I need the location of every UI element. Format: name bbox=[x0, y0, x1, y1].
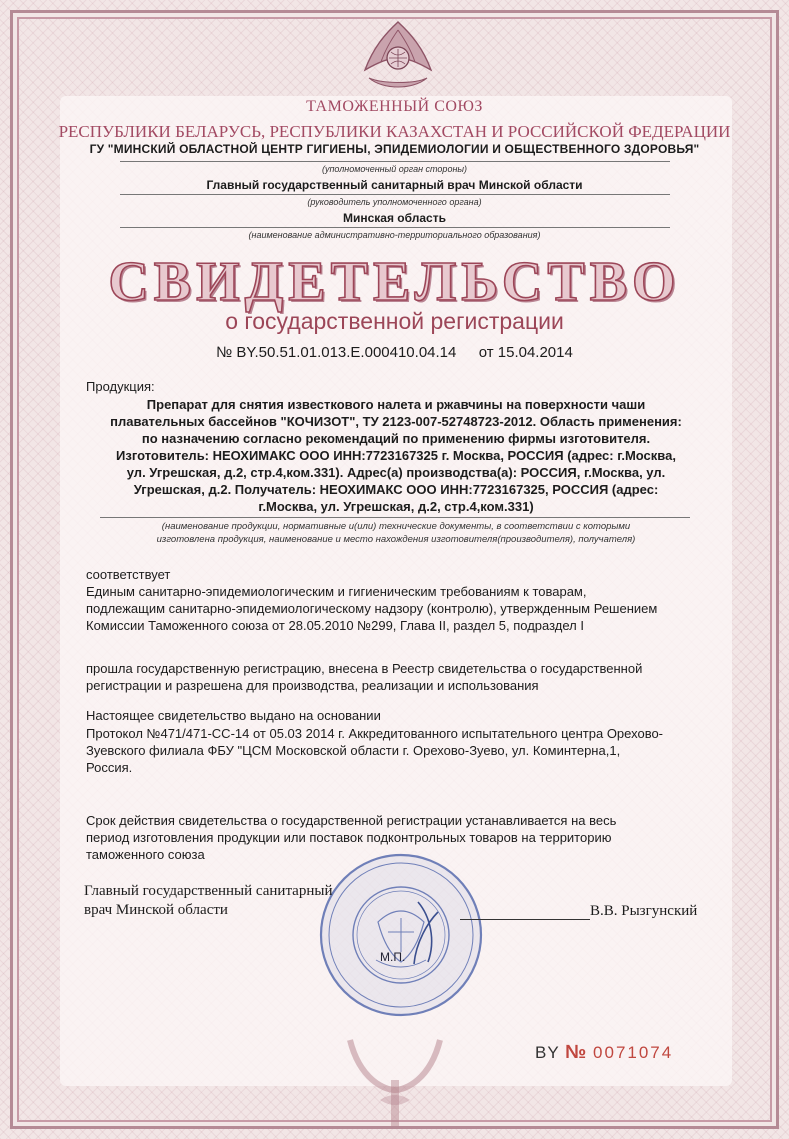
validity-line: таможенного союза bbox=[86, 847, 205, 862]
validity-line: Срок действия свидетельства о государственной регистрации устанавливается на весь bbox=[86, 813, 617, 828]
product-hint-line: изготовлена продукция, наименование и место нахождения изготовителя(производителя), получателя) bbox=[156, 534, 636, 545]
product-line: плавательных бассейнов "КОЧИЗОТ", ТУ 2123-007-52748723-2012. Область применения: bbox=[110, 414, 682, 429]
official-seal-icon bbox=[318, 852, 484, 1018]
serial-value: 0071074 bbox=[593, 1043, 674, 1062]
basis-line: Зуевского филиала ФБУ "ЦСМ Московской области г. Орехово-Зуево, ул. Коминтерна,1, bbox=[86, 743, 621, 758]
position-line: врач Минской области bbox=[84, 902, 228, 918]
basis-line: Россия. bbox=[86, 760, 133, 775]
product-label: Продукция: bbox=[86, 379, 155, 394]
customs-union-emblem-icon bbox=[355, 18, 441, 100]
registration-date: от 15.04.2014 bbox=[478, 344, 573, 361]
certificate-title: СВИДЕТЕЛЬСТВО bbox=[108, 251, 681, 313]
signatory-name: В.В. Рызгунский bbox=[590, 903, 698, 919]
position-line: Главный государственный санитарный bbox=[84, 883, 333, 899]
certificate-subtitle: о государственной регистрации bbox=[225, 308, 564, 334]
serial-prefix: BY bbox=[535, 1043, 560, 1062]
region-rule bbox=[120, 227, 670, 228]
product-rule bbox=[100, 517, 690, 518]
registered-line: регистрации и разрешена для производства, реализации и использования bbox=[86, 678, 539, 693]
basis-line: Протокол №471/471-СС-14 от 05.03 2014 г. Аккредитованного испытательного центра Орехово- bbox=[86, 726, 664, 741]
head-rule bbox=[120, 194, 670, 195]
caduceus-emblem-icon bbox=[330, 1020, 460, 1130]
product-line: по назначению согласно рекомендаций по применению фирмы изготовителя. bbox=[141, 431, 651, 446]
product-line: ул. Угрешская, д.2, стр.4,ком.331). Адрес(а) производства(а): РОССИЯ, г.Москва, ул. bbox=[126, 465, 666, 480]
conformity-text bbox=[86, 583, 657, 634]
basis-text bbox=[86, 725, 663, 776]
union-title: ТАМОЖЕННЫЙ СОЮЗ bbox=[306, 98, 483, 115]
registration-line bbox=[0, 344, 789, 361]
product-hint-line: (наименование продукции, нормативные и(или) технические документы, в соответствии с которыми bbox=[161, 521, 631, 532]
serial-number bbox=[535, 1042, 673, 1064]
product-description bbox=[86, 396, 706, 515]
product-hint bbox=[86, 520, 706, 546]
validity-line: период изготовления продукции или поставок подконтрольных товаров на территорию bbox=[86, 830, 612, 845]
conformity-line: подлежащим санитарно-эпидемиологическому надзору (контролю), утвержденным Решением bbox=[86, 601, 658, 616]
issuing-organ: ГУ "МИНСКИЙ ОБЛАСТНОЙ ЦЕНТР ГИГИЕНЫ, ЭПИДЕМИОЛОГИИ И ОБЩЕСТВЕННОГО ЗДОРОВЬЯ" bbox=[89, 142, 700, 156]
registered-line: прошла государственную регистрацию, внесена в Реестр свидетельства о государственной bbox=[86, 661, 643, 676]
region: Минская область bbox=[343, 211, 446, 225]
head-of-organ: Главный государственный санитарный врач Минской области bbox=[206, 178, 583, 192]
conformity-line: Единым санитарно-эпидемиологическим и гигиеническим требованиям к товарам, bbox=[86, 584, 587, 599]
conformity-line: Комиссии Таможенного союза от 28.05.2010 №299, Глава II, раздел 5, подраздел I bbox=[86, 618, 584, 633]
registration-number: № BY.50.51.01.013.E.000410.04.14 bbox=[216, 344, 457, 361]
product-line: г.Москва, ул. Угрешская, д.2, стр.4,ком.331) bbox=[258, 499, 534, 514]
organ-rule bbox=[120, 161, 670, 162]
basis-label: Настоящее свидетельство выдано на основании bbox=[86, 708, 381, 723]
republics-title: РЕСПУБЛИКИ БЕЛАРУСЬ, РЕСПУБЛИКИ КАЗАХСТАН И РОССИЙСКОЙ ФЕДЕРАЦИИ bbox=[58, 122, 731, 141]
serial-no-sign: № bbox=[565, 1042, 588, 1063]
product-line: Угрешская, д.2. Получатель: НЕОХИМАКС ООО ИНН:7723167325, РОССИЯ (адрес: bbox=[133, 482, 659, 497]
signatory-position bbox=[84, 882, 332, 920]
registered-text bbox=[86, 660, 642, 694]
head-hint: (руководитель уполномоченного органа) bbox=[307, 197, 482, 207]
organ-hint: (уполномоченный орган стороны) bbox=[321, 164, 468, 174]
stamp-place: М.П. bbox=[380, 950, 406, 964]
region-hint: (наименование административно-территориального образования) bbox=[248, 230, 541, 240]
conformity-label: соответствует bbox=[86, 567, 171, 582]
product-line: Препарат для снятия известкового налета и ржавчины на поверхности чаши bbox=[146, 397, 646, 412]
product-line: Изготовитель: НЕОХИМАКС ООО ИНН:7723167325 г. Москва, РОССИЯ (адрес: г.Москва, bbox=[116, 448, 676, 463]
signature-line bbox=[460, 919, 590, 920]
